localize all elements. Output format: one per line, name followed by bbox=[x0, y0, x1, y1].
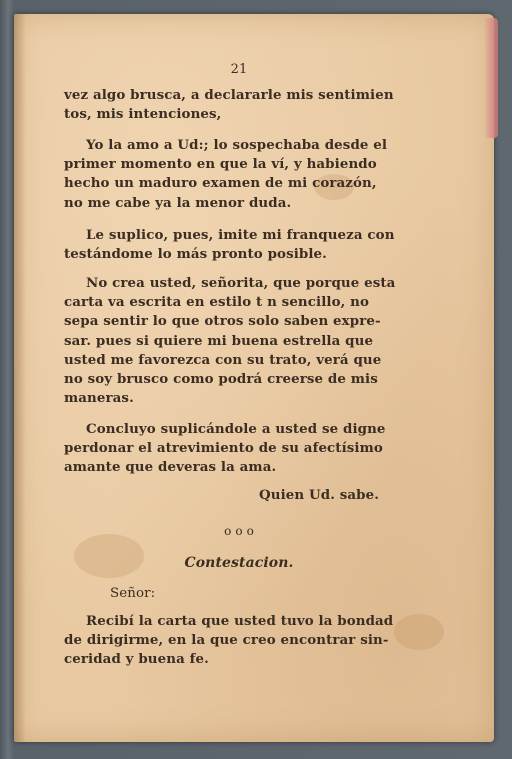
text-line: no soy brusco como podrá creerse de mis bbox=[64, 371, 378, 388]
text-line: Recibí la carta que usted tuvo la bondad bbox=[86, 613, 394, 629]
paragraph-6 bbox=[64, 612, 414, 670]
page-number: 21 bbox=[230, 62, 248, 77]
text-line: testándome lo más pronto posible. bbox=[64, 246, 327, 263]
text-line: vez algo brusca, a declararle mis sentimien bbox=[64, 87, 394, 103]
text-line: carta va escrita en estilo t n sencillo, no bbox=[64, 294, 370, 311]
text-line: primer momento en que la ví, y habiendo bbox=[64, 156, 377, 173]
paragraph-1 bbox=[64, 86, 414, 124]
binding-shadow bbox=[14, 14, 26, 742]
text-line: perdonar el atrevimiento de su afectísimo bbox=[64, 440, 383, 457]
text-line: no me cabe ya la menor duda. bbox=[64, 194, 292, 211]
paragraph-4 bbox=[64, 274, 414, 408]
text-line: No crea usted, señorita, que porque esta bbox=[86, 275, 396, 291]
salutation: Señor: bbox=[110, 586, 156, 601]
ornament: o o o bbox=[224, 524, 254, 538]
text-line: hecho un maduro examen de mi corazón, bbox=[64, 175, 377, 192]
paragraph-2 bbox=[64, 136, 414, 213]
text-line: maneras. bbox=[64, 390, 134, 407]
text-line: sar. pues si quiere mi buena estrella que bbox=[64, 332, 374, 349]
text-line: usted me favorezca con su trato, verá que bbox=[64, 351, 382, 368]
text-line: amante que deveras la ama. bbox=[64, 459, 277, 476]
text-line: Concluyo suplicándole a usted se digne bbox=[86, 421, 386, 437]
text-line: de dirigirme, en la que creo encontrar sin- bbox=[64, 632, 389, 649]
text-line: sepa sentir lo que otros solo saben expre- bbox=[64, 313, 381, 330]
paragraph-3 bbox=[64, 226, 414, 264]
text-line: Le suplico, pues, imite mi franqueza con bbox=[86, 227, 395, 243]
torn-page-edge bbox=[484, 18, 498, 138]
signature: Quien Ud. sabe. bbox=[259, 487, 380, 503]
text-line: tos, mis intenciones, bbox=[64, 106, 222, 123]
paragraph-5 bbox=[64, 420, 414, 478]
text-line: Yo la amo a Ud:; lo sospechaba desde el bbox=[86, 137, 388, 153]
section-title: Contestacion. bbox=[184, 555, 294, 571]
text-line: ceridad y buena fe. bbox=[64, 651, 209, 668]
